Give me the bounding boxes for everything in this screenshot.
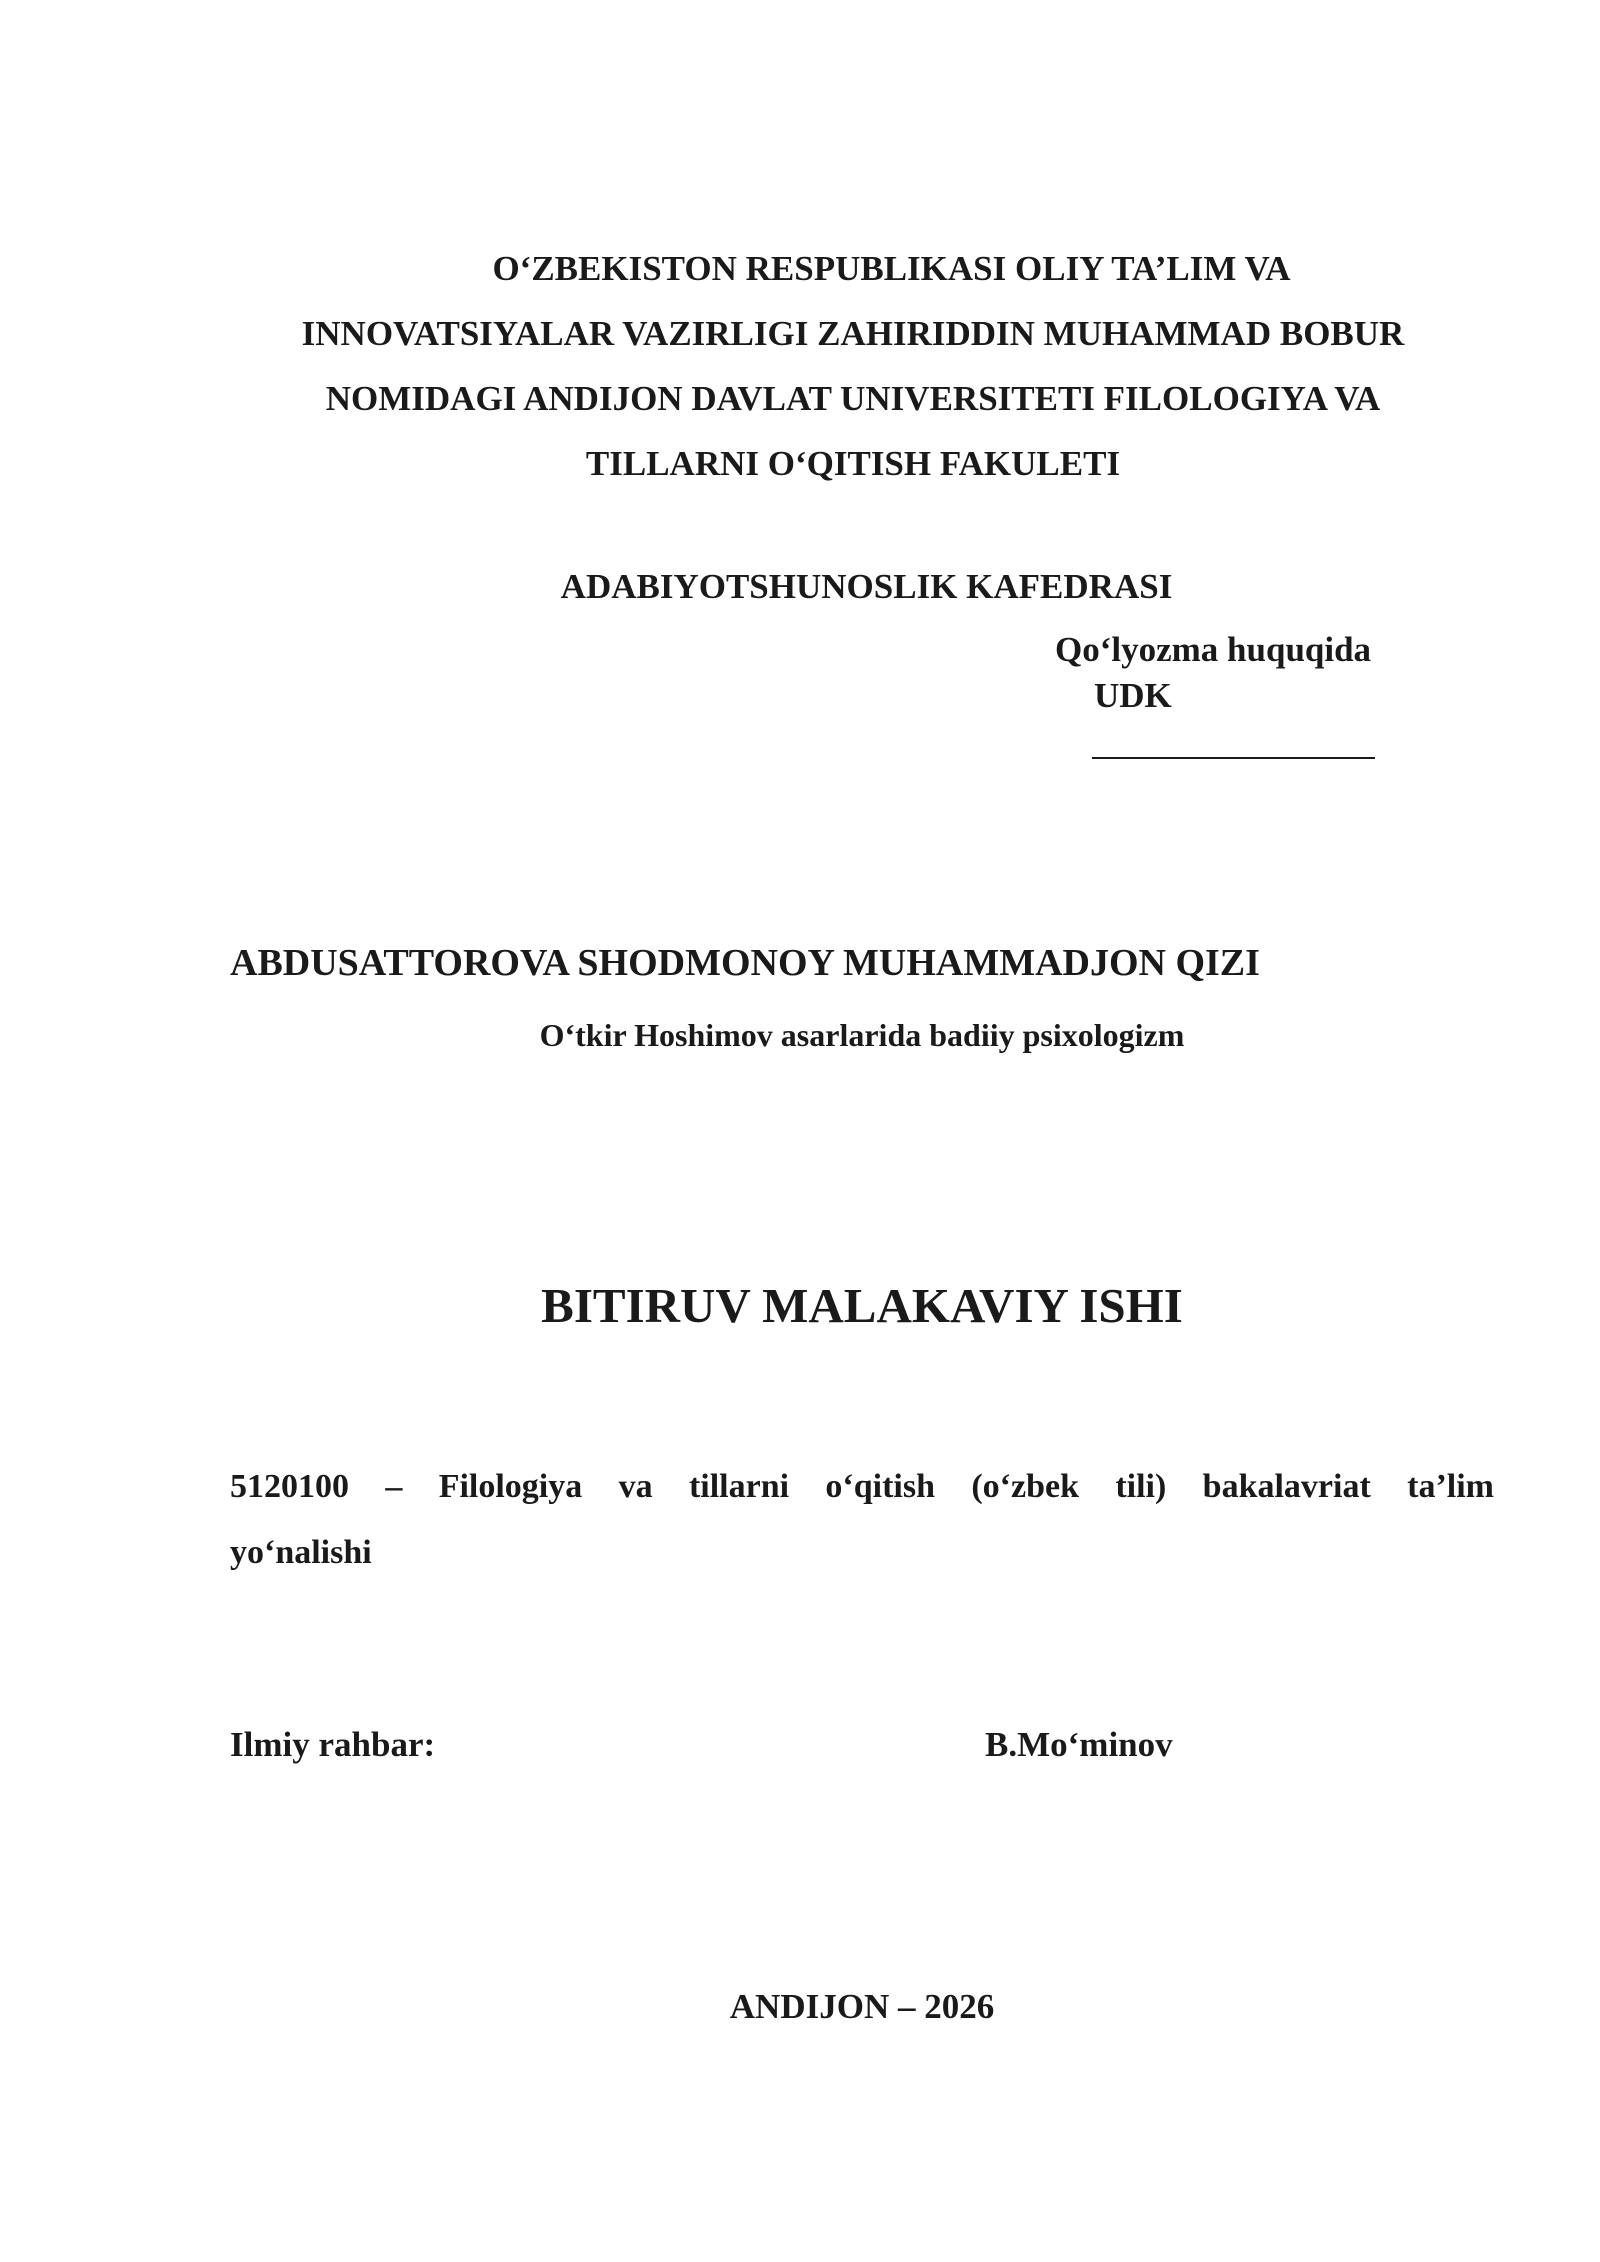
department-name: ADABIYOTSHUNOSLIK KAFEDRASI bbox=[560, 567, 1173, 606]
specialty-word: (o‘zbek bbox=[971, 1468, 1079, 1505]
specialty-word: Filologiya bbox=[438, 1468, 583, 1505]
author-name: ABDUSATTOROVA SHODMONOY MUHAMMADJON QIZI bbox=[230, 942, 1260, 984]
city-year: ANDIJON – 2026 bbox=[729, 1987, 995, 2026]
specialty-word: – bbox=[385, 1468, 403, 1505]
header-line-3: NOMIDAGI ANDIJON DAVLAT UNIVERSITETI FILOLOGIYA VA bbox=[325, 379, 1381, 418]
header-line-4: TILLARNI O‘QITISH FAKULETI bbox=[585, 444, 1121, 483]
specialty-word: va bbox=[618, 1468, 653, 1505]
specialty-word: tili) bbox=[1115, 1468, 1167, 1505]
specialty-line-1 bbox=[230, 1454, 1494, 1520]
specialty-word: 5120100 bbox=[230, 1468, 349, 1505]
udk-blank-line bbox=[1092, 757, 1375, 759]
manuscript-rights: Qo‘lyozma huquqida bbox=[1055, 630, 1372, 669]
specialty-word: tillarni bbox=[688, 1468, 790, 1505]
udk-label: UDK bbox=[1094, 676, 1172, 715]
advisor-label: Ilmiy rahbar: bbox=[230, 1725, 436, 1764]
specialty-line-2: yo‘nalishi bbox=[230, 1534, 372, 1571]
header-line-2: INNOVATSIYALAR VAZIRLIGI ZAHIRIDDIN MUHAMMAD BOBUR bbox=[301, 314, 1405, 353]
thesis-topic: O‘tkir Hoshimov asarlarida badiiy psixologizm bbox=[539, 1017, 1185, 1053]
work-type-title: BITIRUV MALAKAVIY ISHI bbox=[541, 1278, 1183, 1333]
advisor-name: B.Mo‘minov bbox=[985, 1725, 1173, 1764]
specialty bbox=[230, 1454, 1494, 1586]
specialty-word: ta’lim bbox=[1407, 1468, 1494, 1505]
ministry-header bbox=[228, 236, 1478, 496]
specialty-word: bakalavriat bbox=[1202, 1468, 1371, 1505]
header-line-1: O‘ZBEKISTON RESPUBLIKASI OLIY TA’LIM VA bbox=[492, 249, 1291, 288]
specialty-word: o‘qitish bbox=[825, 1468, 935, 1505]
